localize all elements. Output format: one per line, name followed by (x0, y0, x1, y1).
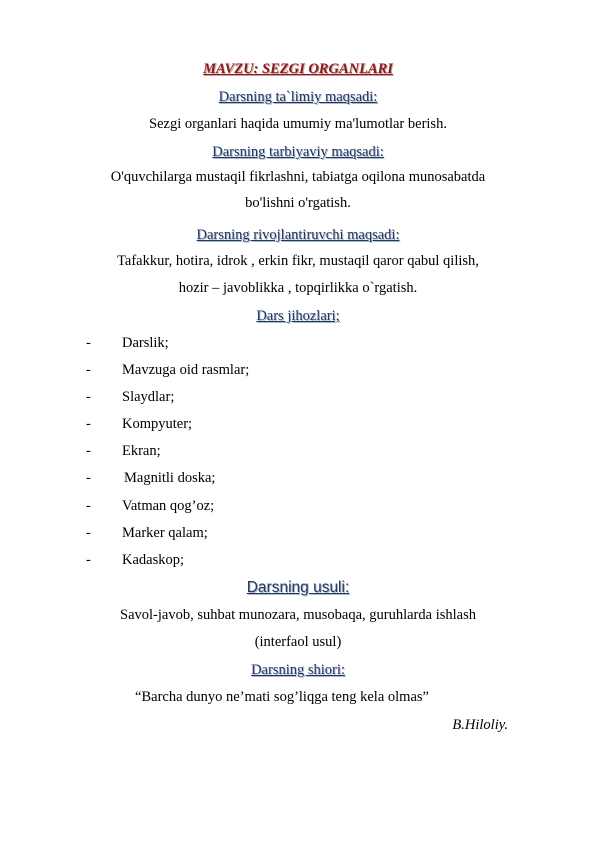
text-rivojlantiruvchi-2: hozir – javoblikka , topqirlikka o`rgatish. (178, 280, 418, 296)
author: B.Hiloliy. (452, 717, 508, 733)
bullet: - (86, 416, 91, 432)
bullet: - (86, 362, 91, 378)
list-item-text: Slaydlar; (122, 389, 175, 405)
list-item (86, 361, 249, 379)
bullet: - (86, 470, 91, 486)
heading-usuli: Darsning usuli: (246, 579, 350, 596)
list-item (86, 388, 174, 406)
bullet: - (86, 552, 91, 568)
text-rivojlantiruvchi-1: Tafakkur, hotira, idrok , erkin fikr, mustaqil qaror qabul qilish, (117, 253, 479, 269)
list-item (86, 551, 184, 569)
list-item-text: Ekran; (122, 443, 161, 459)
heading-jihozlar: Dars jihozlari; (256, 308, 340, 324)
heading-talimiy: Darsning ta`limiy maqsadi: (218, 89, 378, 105)
list-item (86, 469, 215, 487)
text-talimiy-1: Sezgi organlari haqida umumiy ma'lumotlar berish. (149, 116, 447, 132)
bullet: - (86, 443, 91, 459)
text-usuli-1: Savol-javob, suhbat munozara, musobaqa, guruhlarda ishlash (120, 607, 476, 623)
heading-rivojlantiruvchi: Darsning rivojlantiruvchi maqsadi: (196, 227, 400, 243)
heading-shiori: Darsning shiori: (251, 662, 345, 678)
text-tarbiyaviy-2: bo'lishni o'rgatish. (245, 195, 351, 211)
list-item (86, 334, 169, 352)
bullet: - (86, 498, 91, 514)
list-item (86, 497, 214, 515)
text-shiori-1: “Barcha dunyo ne’mati sog’liqga teng kela olmas” (135, 689, 429, 705)
bullet: - (86, 389, 91, 405)
page-title: MAVZU: SEZGI ORGANLARI (203, 61, 393, 77)
list-item-text: Magnitli doska; (124, 470, 216, 486)
list-item-text: Darslik; (122, 335, 169, 351)
heading-tarbiyaviy: Darsning tarbiyaviy maqsadi: (212, 144, 384, 160)
list-item (86, 524, 208, 542)
bullet: - (86, 335, 91, 351)
list-item (86, 442, 161, 460)
list-item (86, 415, 192, 433)
list-item-text: Vatman qog’oz; (122, 498, 215, 514)
list-item-text: Kadaskop; (122, 552, 185, 568)
list-item-text: Marker qalam; (122, 525, 208, 541)
text-usuli-2: (interfaol usul) (254, 634, 342, 650)
list-item-text: Mavzuga oid rasmlar; (122, 362, 250, 378)
list-item-text: Kompyuter; (122, 416, 193, 432)
text-tarbiyaviy-1: O'quvchilarga mustaqil fikrlashni, tabiatga oqilona munosabatda (110, 169, 486, 185)
bullet: - (86, 525, 91, 541)
